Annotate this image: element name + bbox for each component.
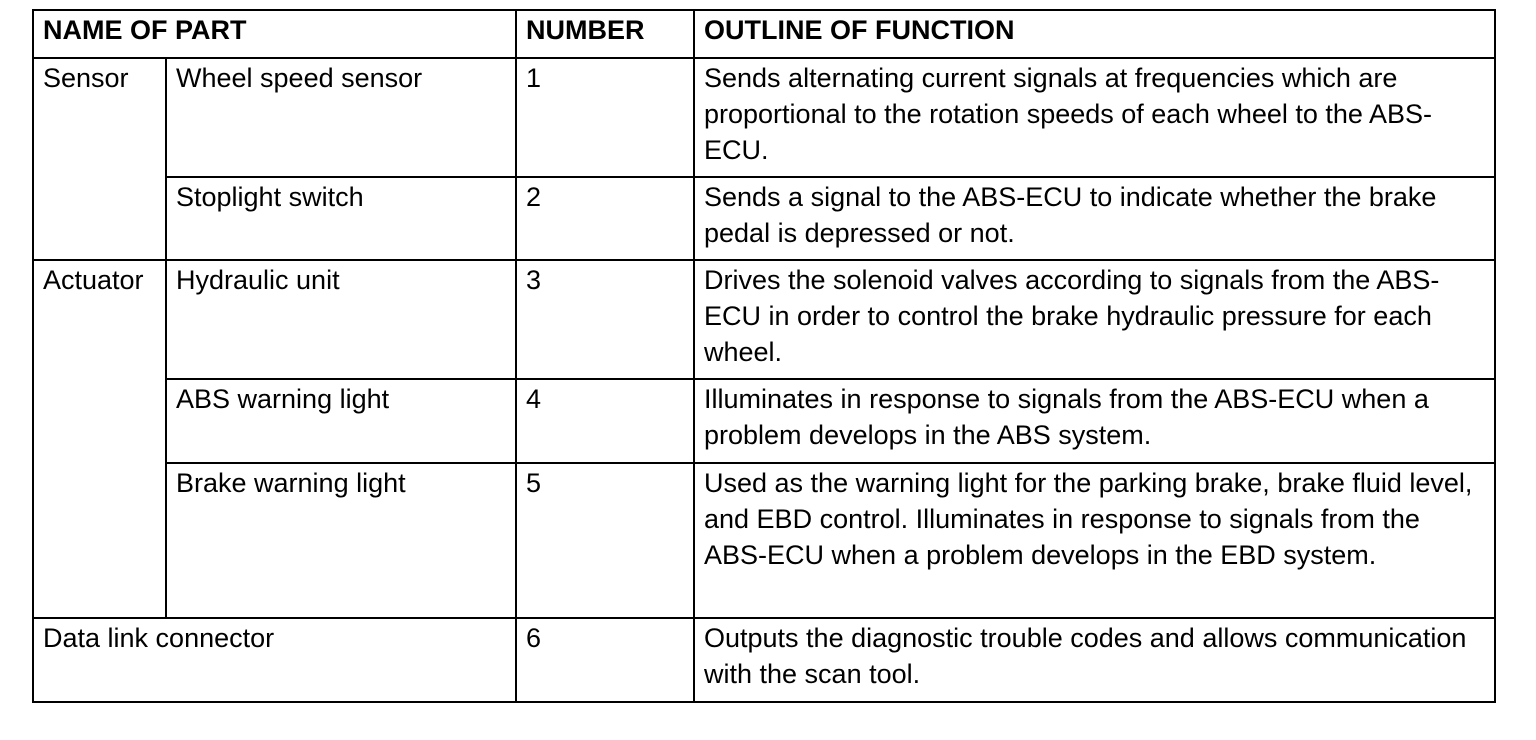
part-name: ABS warning light — [166, 379, 516, 463]
part-function: Drives the solenoid valves according to signals from the ABS-ECU in order to control the brake hydraulic pressure for each wheel. — [694, 260, 1495, 379]
part-function: Illuminates in response to signals from the ABS-ECU when a problem develops in the ABS system. — [694, 379, 1495, 463]
part-name: Hydraulic unit — [166, 260, 516, 379]
part-number: 4 — [516, 379, 694, 463]
part-number: 6 — [516, 618, 694, 702]
part-name: Stoplight switch — [166, 177, 516, 260]
table-row — [33, 58, 1495, 177]
part-number: 3 — [516, 260, 694, 379]
part-name: Brake warning light — [166, 463, 516, 618]
part-number: 5 — [516, 463, 694, 618]
header-outline-of-function: OUTLINE OF FUNCTION — [694, 10, 1495, 58]
table-row — [33, 379, 1495, 463]
table-header-row — [33, 10, 1495, 58]
part-number: 2 — [516, 177, 694, 260]
part-name: Data link connector — [33, 618, 516, 702]
table-row — [33, 618, 1495, 702]
table-row — [33, 177, 1495, 260]
part-function: Sends alternating current signals at frequencies which are proportional to the rotation speeds of each wheel to the ABS-ECU. — [694, 58, 1495, 177]
part-function: Outputs the diagnostic trouble codes and allows communication with the scan tool. — [694, 618, 1495, 702]
table-row — [33, 463, 1495, 618]
header-name-of-part: NAME OF PART — [33, 10, 516, 58]
group-label-sensor: Sensor — [33, 58, 166, 260]
part-function: Used as the warning light for the parking brake, brake fluid level, and EBD control. Illuminates in response to signals from the ABS-ECU when a problem develops in the EBD system. — [694, 463, 1495, 618]
part-function: Sends a signal to the ABS-ECU to indicate whether the brake pedal is depressed or not. — [694, 177, 1495, 260]
header-number: NUMBER — [516, 10, 694, 58]
table-row — [33, 260, 1495, 379]
group-label-actuator: Actuator — [33, 260, 166, 618]
parts-function-table — [32, 9, 1496, 703]
part-name: Wheel speed sensor — [166, 58, 516, 177]
part-number: 1 — [516, 58, 694, 177]
